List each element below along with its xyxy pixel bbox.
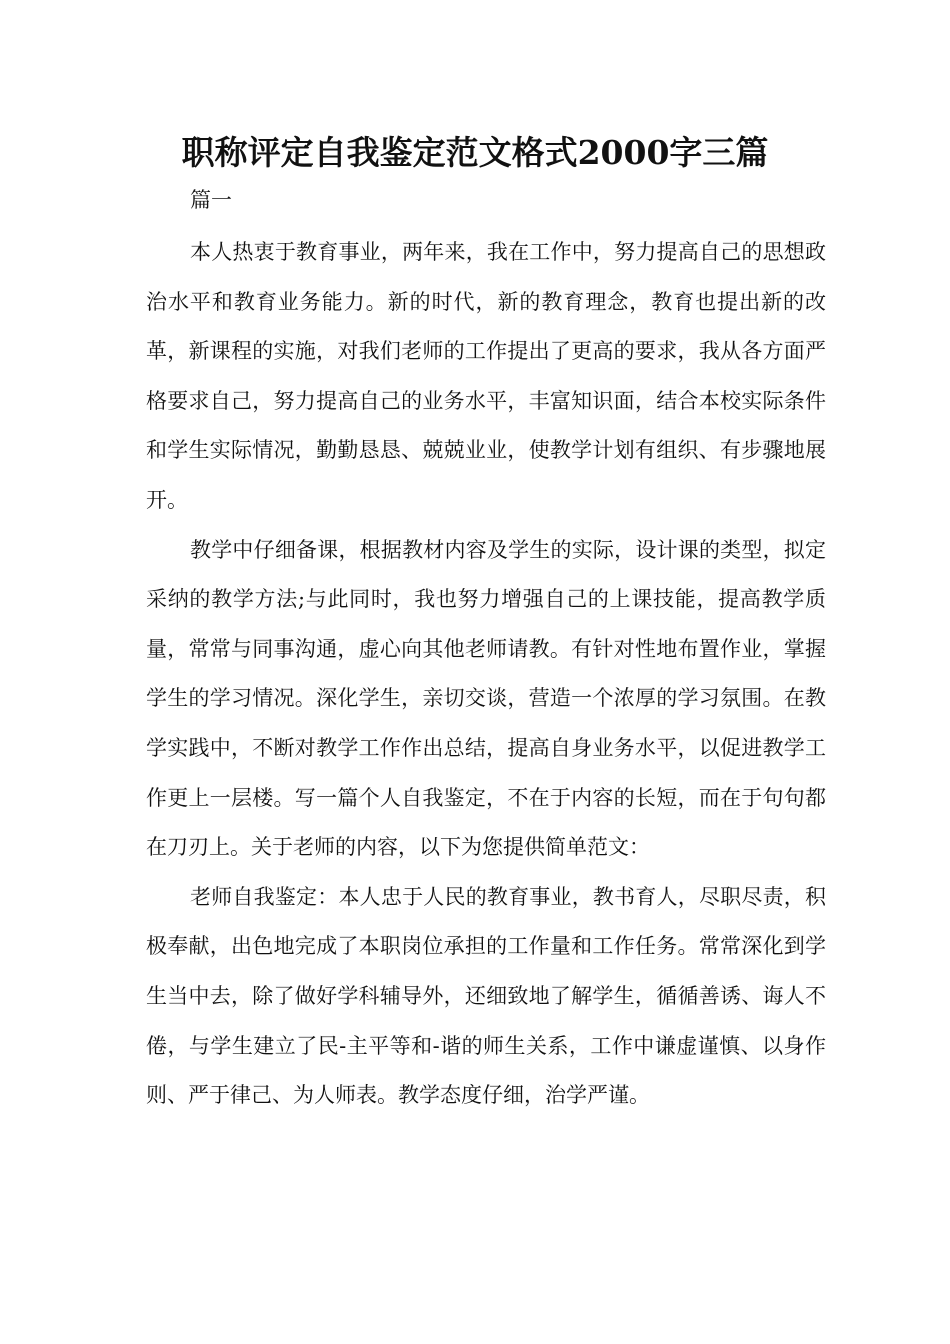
document-title: 职称评定自我鉴定范文格式2000字三篇 bbox=[181, 133, 769, 172]
document-body bbox=[146, 228, 826, 1121]
paragraph: 老师自我鉴定：本人忠于人民的教育事业，教书育人，尽职尽责，积极奉献，出色地完成了本职岗位承担的工作量和工作任务。常常深化到学生当中去，除了做好学科辅导外，还细致地了解学生，循循善诱、诲人不倦，与学生建立了民-主平等和-谐的师生关系，工作中谦虚谨慎、以身作则、严于律己、为人师表。教学态度仔细，治学严谨。 bbox=[146, 884, 826, 1108]
paragraph: 教学中仔细备课，根据教材内容及学生的实际，设计课的类型，拟定采纳的教学方法;与此同时，我也努力增强自己的上课技能，提高教学质量，常常与同事沟通，虚心向其他老师请教。有针对性地布置作业，掌握学生的学习情况。深化学生，亲切交谈，营造一个浓厚的学习氛围。在教学实践中，不断对教学工作作出总结，提高自身业务水平，以促进教学工作更上一层楼。写一篇个人自我鉴定，不在于内容的长短，而在于句句都在刀刃上。关于老师的内容，以下为您提供简单范文： bbox=[146, 537, 826, 860]
paragraph: 本人热衷于教育事业，两年来，我在工作中，努力提高自己的思想政治水平和教育业务能力。新的时代，新的教育理念，教育也提出新的改革，新课程的实施，对我们老师的工作提出了更高的要求，我从各方面严格要求自己，努力提高自己的业务水平，丰富知识面，结合本校实际条件和学生实际情况，勤勤恳恳、兢兢业业，使教学计划有组织、有步骤地展开。 bbox=[146, 240, 826, 512]
section-label: 篇一 bbox=[190, 188, 232, 212]
